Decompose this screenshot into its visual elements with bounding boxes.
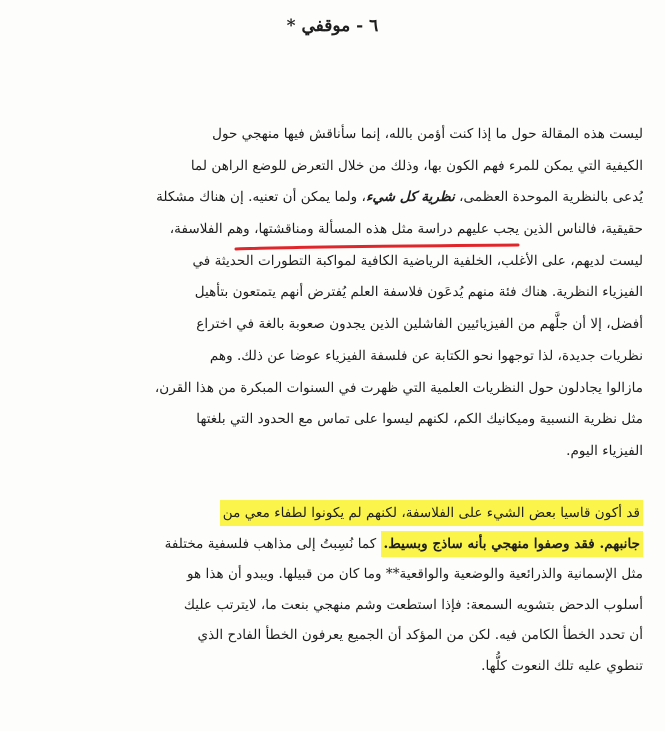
text-line	[23, 182, 643, 214]
highlighted-text: قد أكون قاسيا بعض الشيء على الفلاسفة، لكنهم لم يكونوا لطفاء معي من	[220, 500, 643, 526]
text-line: أسلوب الدحض بتشويه السمعة: فإذا استطعت وشم منهجي بنعت ما، لايترتب عليك	[183, 596, 643, 613]
text-line	[23, 529, 643, 560]
text-line: مثل الإسمانية والذرائعية والوضعية والواقعية** وما كان من قبيلها. ويبدو أن هذا هو	[187, 566, 643, 582]
text-line: الفيزياء اليوم.	[566, 442, 643, 459]
red-underline-annotation	[234, 243, 520, 251]
emphasis-theory-of-everything: نظرية كل شيء	[365, 189, 455, 206]
text-line: مثل نظرية النسبية وميكانيك الكم، لكنهم ليسوا على تماس مع الحدود التي بلغتها	[196, 411, 643, 428]
text-line: ليست لديهم، على الأغلب، الخلفية الرياضية الكافية لمواكبة التطورات الحديثة في	[192, 252, 643, 269]
text-line: حقيقية، فالناس الذين يجب عليهم دراسة مثل هذه المسألة ومناقشتها، وهم الفلاسفة،	[169, 221, 643, 238]
text-line: تنطوي عليه تلك النعوت كلُّها.	[481, 657, 643, 674]
text-line: أن تحدد الخطأ الكامن فيه. لكن من المؤكد أن الجميع يعرفون الخطأ الفادح الذي	[197, 627, 643, 643]
highlighted-text: جانبهم. فقد وصفوا منهجي بأنه ساذج وبسيط.	[381, 531, 644, 557]
text-line: مازالوا يجادلون حول النظريات العلمية التي ظهرت في السنوات المبكرة من هذا القرن،	[154, 379, 643, 396]
paragraph-labels-critique	[23, 498, 643, 681]
chapter-title: ٦ - موقفي *	[286, 16, 379, 36]
text-line: نظريات جديدة، لذا توجهوا نحو الكتابة عن فلسفة الفيزياء عوضا عن ذلك. وهم	[209, 347, 643, 364]
text-line: الكيفية التي يمكن للمرء فهم الكون بها، وذلك من خلال التعرض للوضع الراهن لما	[190, 157, 643, 174]
paragraph-critique-of-philosophers	[23, 119, 643, 468]
text-segment: يُدعى بالنظرية الموحدة العظمى،	[454, 189, 643, 206]
text-line: الفيزياء النظرية. هناك فئة منهم يُدعَون فلاسفة العلم يُفترض أنهم يتمتعون بتأهيل	[194, 284, 643, 301]
text-line: ليست هذه المقالة حول ما إذا كنت أؤمن بالله، إنما سأناقش فيها منهجي حول	[212, 126, 643, 142]
text-segment: ، ولما يمكن أن تعنيه. إن هناك مشكلة	[156, 189, 366, 206]
text-line: أفضل، إلا أن جلَّهم من الفيزيائيين الفاشلين الذين يجدون صعوبة بالغة في اختراع	[196, 316, 643, 333]
text-line	[23, 498, 643, 529]
text-segment: كما نُسِبتُ إلى مذاهب فلسفية مختلفة	[164, 535, 381, 552]
